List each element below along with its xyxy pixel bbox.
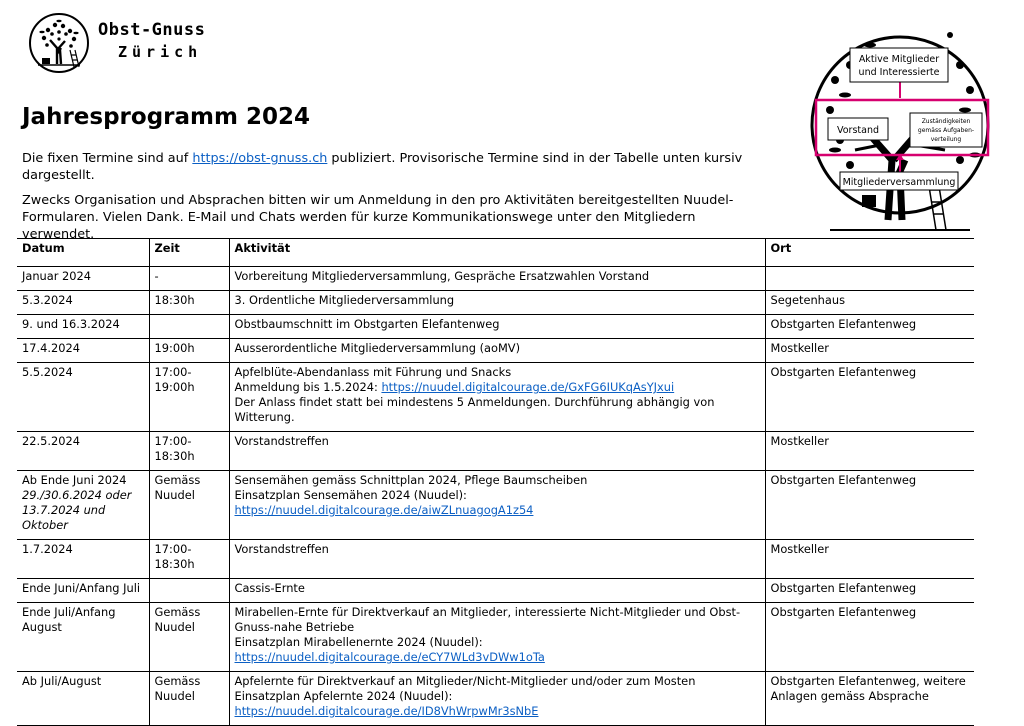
column-header-aktivitaet: Aktivität	[229, 239, 765, 267]
table-row	[17, 339, 974, 363]
cell-aktivitaet: Ausserordentliche Mitgliederversammlung (aoMV)	[229, 339, 765, 363]
organisation-diagram	[810, 10, 990, 240]
table-row	[17, 432, 974, 471]
column-header-ort: Ort	[765, 239, 974, 267]
table-row	[17, 579, 974, 603]
cell-datum: 17.4.2024	[17, 339, 149, 363]
cell-zeit	[149, 315, 229, 339]
page-title: Jahresprogramm 2024	[22, 104, 310, 130]
box-zustaendigkeiten-l2: gemäss Aufgaben-	[917, 127, 975, 134]
table-row	[17, 363, 974, 432]
cell-datum: 5.3.2024	[17, 291, 149, 315]
table-row	[17, 672, 974, 726]
box-aktive-mitglieder-l1: Aktive Mitglieder	[858, 54, 940, 65]
registration-label: Anmeldung bis 1.5.2024:	[234, 380, 382, 394]
cell-ort: Mostkeller	[765, 540, 974, 579]
cell-ort: Mostkeller	[765, 339, 974, 363]
column-header-zeit: Zeit	[149, 239, 229, 267]
cell-zeit: Gemäss Nuudel	[149, 603, 229, 672]
cell-ort: Mostkeller	[765, 432, 974, 471]
table-row	[17, 540, 974, 579]
intro-text-1b: publiziert. Provisorische Termine sind in der Tabelle unten kursiv dargestellt.	[22, 151, 743, 183]
nuudel-link[interactable]: https://nuudel.digitalcourage.de/GxFG6IUKqAsYJxui	[381, 380, 675, 394]
cell-zeit: -	[149, 267, 229, 291]
cell-aktivitaet: Obstbaumschnitt im Obstgarten Elefantenweg	[229, 315, 765, 339]
intro-paragraph-1	[22, 150, 762, 184]
cell-ort: Obstgarten Elefantenweg, weitere Anlagen gemäss Absprache	[765, 672, 974, 726]
cell-zeit: 19:00h	[149, 339, 229, 363]
nuudel-link[interactable]: https://nuudel.digitalcourage.de/eCY7WLd3vDWw1oTa	[234, 650, 545, 664]
box-vorstand: Vorstand	[836, 125, 880, 136]
cell-aktivitaet: 3. Ordentliche Mitgliederversammlung	[229, 291, 765, 315]
cell-ort	[765, 267, 974, 291]
cell-ort: Obstgarten Elefantenweg	[765, 603, 974, 672]
plan-label: Einsatzplan Apfelernte 2024 (Nuudel):	[234, 689, 453, 703]
cell-zeit: Gemäss Nuudel	[149, 672, 229, 726]
cell-datum: 5.5.2024	[17, 363, 149, 432]
box-zustaendigkeiten-l3: verteilung	[930, 136, 962, 143]
box-aktive-mitglieder-l2: und Interessierte	[858, 67, 940, 78]
cell-datum: 22.5.2024	[17, 432, 149, 471]
datum-provisional: 29./30.6.2024 oder 13.7.2024 und Oktober	[22, 488, 132, 532]
brand-name: Obst-Gnuss	[98, 20, 206, 40]
cell-aktivitaet: Vorstandstreffen	[229, 432, 765, 471]
cell-datum: Ende Juni/Anfang Juli	[17, 579, 149, 603]
cell-ort: Obstgarten Elefantenweg	[765, 471, 974, 540]
table-row	[17, 315, 974, 339]
cell-aktivitaet	[229, 603, 765, 672]
cell-zeit: 17:00-18:30h	[149, 540, 229, 579]
box-mitgliederversammlung: Mitgliederversammlung	[842, 177, 956, 188]
cell-aktivitaet: Vorbereitung Mitgliederversammlung, Gespräche Ersatzwahlen Vorstand	[229, 267, 765, 291]
cell-ort: Obstgarten Elefantenweg	[765, 315, 974, 339]
table-row	[17, 291, 974, 315]
cell-ort: Obstgarten Elefantenweg	[765, 363, 974, 432]
cell-ort: Obstgarten Elefantenweg	[765, 579, 974, 603]
brand	[98, 20, 205, 61]
cell-aktivitaet	[229, 363, 765, 432]
activity-line	[235, 689, 760, 719]
cell-aktivitaet	[229, 471, 765, 540]
plan-label: Einsatzplan Mirabellenernte 2024 (Nuudel):	[234, 635, 483, 649]
cell-zeit: 17:00-19:00h	[149, 363, 229, 432]
activity-line: Der Anlass findet statt bei mindestens 5 Anmeldungen. Durchführung abhängig von Witterung.	[234, 395, 715, 424]
cell-datum: Ende Juli/Anfang August	[17, 603, 149, 672]
website-link[interactable]: https://obst-gnuss.ch	[192, 151, 328, 166]
activity-line	[235, 635, 760, 665]
datum-main: Ab Ende Juni 2024	[22, 473, 127, 487]
cell-aktivitaet	[229, 672, 765, 726]
cell-datum: Januar 2024	[17, 267, 149, 291]
intro-text-1a: Die fixen Termine sind auf	[22, 151, 193, 166]
cell-zeit: 18:30h	[149, 291, 229, 315]
table-row	[17, 267, 974, 291]
column-header-datum: Datum	[17, 239, 149, 267]
cell-datum: 9. und 16.3.2024	[17, 315, 149, 339]
cell-zeit: 17:00-18:30h	[149, 432, 229, 471]
cell-zeit	[149, 579, 229, 603]
activity-line: Apfelernte für Direktverkauf an Mitglieder/Nicht-Mitglieder und/oder zum Mosten	[234, 674, 696, 688]
cell-zeit: Gemäss Nuudel	[149, 471, 229, 540]
cell-datum	[17, 471, 149, 540]
activity-line: Mirabellen-Ernte für Direktverkauf an Mitglieder, interessierte Nicht-Mitglieder und Obst-Gnuss-nahe Betriebe	[234, 605, 741, 634]
cell-datum: 1.7.2024	[17, 540, 149, 579]
intro-paragraph-2: Zwecks Organisation und Absprachen bitten wir um Anmeldung in den pro Aktivitäten bereitgestellten Nuudel-Formularen. Vielen Dank. E-Mail und Chats werden für kurze Kommunikationswege unter den Mitgliedern verwendet.	[22, 193, 734, 242]
table-header-row	[17, 239, 974, 267]
cell-aktivitaet: Cassis-Ernte	[229, 579, 765, 603]
tree-logo-icon	[28, 12, 90, 74]
table-row	[17, 603, 974, 672]
table-row	[17, 471, 974, 540]
nuudel-link[interactable]: https://nuudel.digitalcourage.de/aiwZLnuagogA1z54	[234, 503, 534, 517]
activity-line	[235, 380, 760, 395]
cell-aktivitaet: Vorstandstreffen	[229, 540, 765, 579]
cell-ort: Segetenhaus	[765, 291, 974, 315]
program-table	[17, 238, 974, 726]
activity-line: Apfelblüte-Abendanlass mit Führung und Snacks	[234, 365, 512, 379]
nuudel-link[interactable]: https://nuudel.digitalcourage.de/ID8VhWrpwMr3sNbE	[234, 704, 539, 718]
plan-label: Einsatzplan Sensemähen 2024 (Nuudel):	[234, 488, 467, 502]
activity-line: Sensemähen gemäss Schnittplan 2024, Pflege Baumscheiben	[234, 473, 588, 487]
box-zustaendigkeiten-l1: Zuständigkeiten	[921, 118, 971, 125]
activity-line	[235, 488, 760, 518]
brand-city: Zürich	[118, 43, 203, 61]
intro-text	[22, 150, 762, 251]
cell-datum: Ab Juli/August	[17, 672, 149, 726]
